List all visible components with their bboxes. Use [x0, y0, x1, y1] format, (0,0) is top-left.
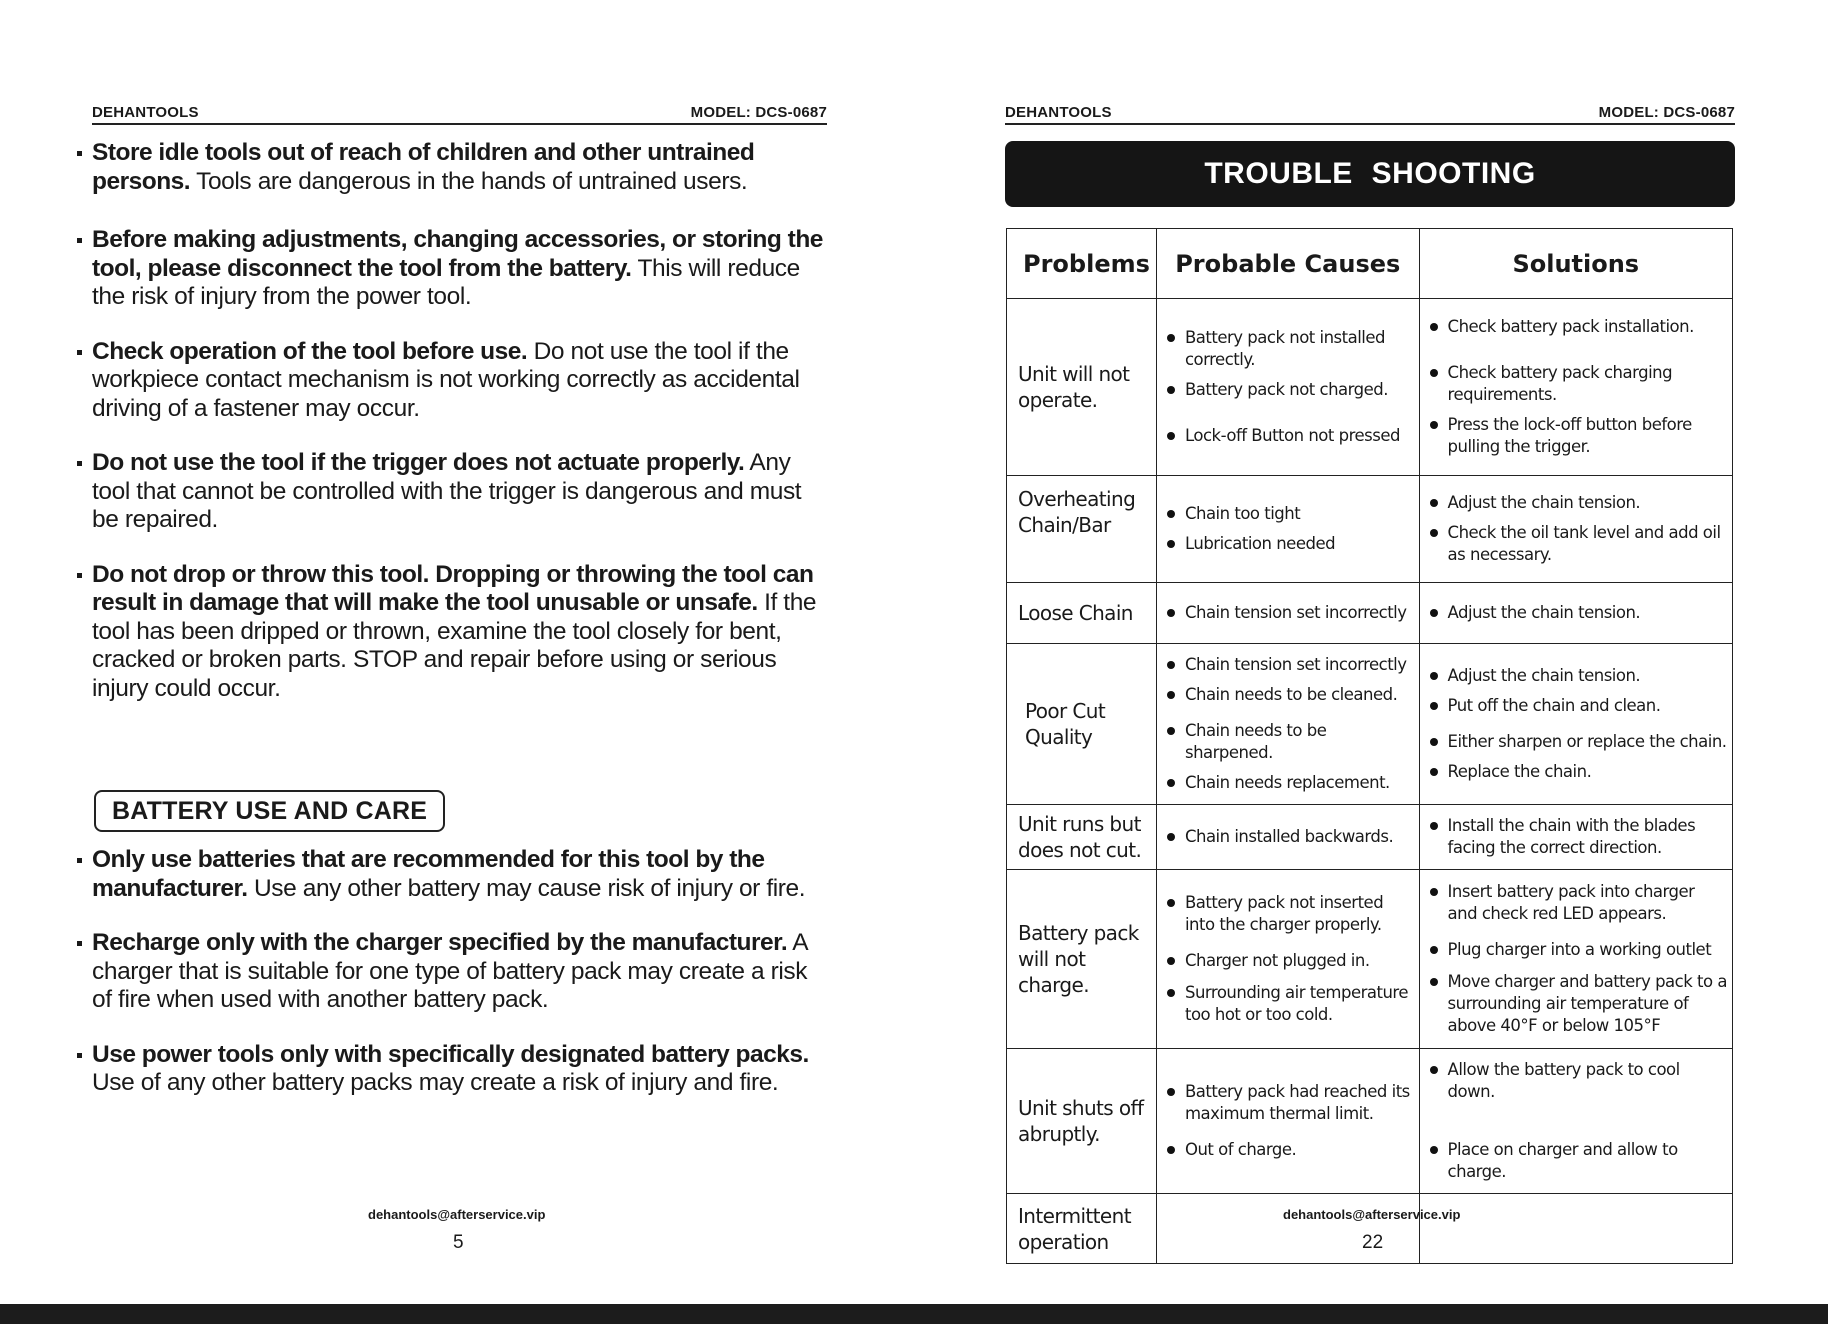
list-item: Put off the chain and clean.	[1428, 695, 1728, 717]
page-header	[92, 104, 827, 125]
footer-email: dehantools@afterservice.vip	[1283, 1207, 1461, 1222]
battery-section	[92, 790, 827, 1124]
problem-cell: Intermittent operation	[1007, 1194, 1157, 1264]
right-page	[1005, 104, 1735, 1264]
list-item: Either sharpen or replace the chain.	[1428, 731, 1728, 753]
list-item: Check battery pack charging requirements.	[1428, 362, 1728, 406]
troubleshooting-table	[1006, 228, 1733, 1264]
list-item: Adjust the chain tension.	[1428, 665, 1728, 687]
list-item: Adjust the chain tension.	[1428, 492, 1728, 514]
list-item: Do not use the tool if the trigger does not actuate properly. Any tool that cannot be controlled with the trigger is dangerous and must be repaired.	[92, 449, 827, 535]
problem-cell: Loose Chain	[1007, 583, 1157, 644]
column-header: Solutions	[1419, 229, 1732, 299]
model-number: MODEL: DCS-0687	[690, 104, 827, 121]
list-item: Chain needs to be sharpened.	[1165, 720, 1415, 764]
solutions-cell	[1419, 583, 1732, 644]
table-row	[1007, 583, 1733, 644]
solutions-cell	[1419, 1049, 1732, 1194]
section-title: BATTERY USE AND CARE	[94, 790, 445, 832]
list-item: Out of charge.	[1165, 1139, 1415, 1161]
square-bullet-icon	[77, 238, 82, 243]
list-item: Store idle tools out of reach of children and other untrained persons. Tools are dangerous in the hands of untrained users.	[92, 139, 827, 196]
causes-cell	[1156, 1049, 1419, 1194]
list-item: Install the chain with the blades facing the correct direction.	[1428, 815, 1728, 859]
list-item: Check the oil tank level and add oil as necessary.	[1428, 522, 1728, 566]
table-row	[1007, 299, 1733, 476]
solutions-cell	[1419, 299, 1732, 476]
list-item: Battery pack had reached its maximum thermal limit.	[1165, 1081, 1415, 1125]
list-item: Do not drop or throw this tool. Dropping or throwing the tool can result in damage that will make the tool unusable or unsafe. If the tool has been dripped or thrown, examine the tool closely for bent, cracked or broken parts. STOP and repair before using or serious injury could occur.	[92, 561, 827, 704]
list-item: Chain needs replacement.	[1165, 772, 1415, 794]
table-row	[1007, 870, 1733, 1049]
left-page	[92, 104, 827, 1096]
problem-cell: Overheating Chain/Bar	[1007, 476, 1157, 583]
list-item: Press the lock-off button before pulling the trigger.	[1428, 414, 1728, 458]
column-header: Probable Causes	[1156, 229, 1419, 299]
list-item: Place on charger and allow to charge.	[1428, 1139, 1728, 1183]
list-item: Plug charger into a working outlet	[1428, 939, 1728, 961]
list-item: Lubrication needed	[1165, 533, 1415, 555]
causes-cell	[1156, 583, 1419, 644]
page-number: 22	[1362, 1232, 1384, 1253]
list-item: Chain too tight	[1165, 503, 1415, 525]
footer-email: dehantools@afterservice.vip	[368, 1207, 546, 1222]
list-item: Insert battery pack into charger and check red LED appears.	[1428, 881, 1728, 925]
page-title-banner: TROUBLE SHOOTING	[1005, 141, 1735, 207]
square-bullet-icon	[77, 1053, 82, 1058]
battery-list	[92, 846, 827, 1098]
brand-name: DEHANTOOLS	[1005, 104, 1112, 121]
causes-cell	[1156, 805, 1419, 870]
square-bullet-icon	[77, 350, 82, 355]
safety-list	[92, 139, 827, 703]
list-item: Chain tension set incorrectly	[1165, 602, 1415, 624]
problem-cell: Unit shuts off abruptly.	[1007, 1049, 1157, 1194]
column-header: Problems	[1007, 229, 1157, 299]
list-item: Check battery pack installation.	[1428, 316, 1728, 338]
list-item: Chain needs to be cleaned.	[1165, 684, 1415, 706]
list-item: Allow the battery pack to cool down.	[1428, 1059, 1728, 1103]
problem-cell: Battery pack will not charge.	[1007, 870, 1157, 1049]
list-item: Chain installed backwards.	[1165, 826, 1415, 848]
list-item: Recharge only with the charger specified by the manufacturer. A charger that is suitable for one type of battery pack may create a risk of fire when used with another battery pack.	[92, 929, 827, 1015]
table-row	[1007, 476, 1733, 583]
square-bullet-icon	[77, 573, 82, 578]
model-number: MODEL: DCS-0687	[1598, 104, 1735, 121]
square-bullet-icon	[77, 461, 82, 466]
causes-cell	[1156, 870, 1419, 1049]
list-item: Charger not plugged in.	[1165, 950, 1415, 972]
causes-cell	[1156, 476, 1419, 583]
list-item: Battery pack not installed correctly.	[1165, 327, 1415, 371]
list-item: Use power tools only with specifically designated battery packs. Use of any other battery packs may create a risk of injury and fire.	[92, 1041, 827, 1098]
causes-cell	[1156, 644, 1419, 805]
list-item: Surrounding air temperature too hot or too cold.	[1165, 982, 1415, 1026]
page-number: 5	[453, 1232, 464, 1253]
solutions-cell	[1419, 644, 1732, 805]
list-item: Lock-off Button not pressed	[1165, 425, 1415, 447]
problem-cell: Poor Cut Quality	[1007, 644, 1157, 805]
solutions-cell	[1419, 476, 1732, 583]
problem-cell: Unit runs but does not cut.	[1007, 805, 1157, 870]
list-item: Chain tension set incorrectly	[1165, 654, 1415, 676]
list-item: Only use batteries that are recommended for this tool by the manufacturer. Use any other battery may cause risk of injury or fire.	[92, 846, 827, 903]
list-item: Battery pack not inserted into the charger properly.	[1165, 892, 1415, 936]
list-item: Adjust the chain tension.	[1428, 602, 1728, 624]
brand-name: DEHANTOOLS	[92, 104, 199, 121]
page-header	[1005, 104, 1735, 125]
list-item: Check operation of the tool before use. Do not use the tool if the workpiece contact mechanism is not working correctly as accidental driving of a fastener may occur.	[92, 338, 827, 424]
table-row	[1007, 1049, 1733, 1194]
scan-edge	[0, 1304, 1828, 1324]
list-item: Move charger and battery pack to a surrounding air temperature of above 40°F or below 105°F	[1428, 971, 1728, 1037]
solutions-cell	[1419, 870, 1732, 1049]
solutions-cell	[1419, 1194, 1732, 1264]
table-row	[1007, 805, 1733, 870]
table-row	[1007, 644, 1733, 805]
solutions-cell	[1419, 805, 1732, 870]
list-item: Before making adjustments, changing accessories, or storing the tool, please disconnect the tool from the battery. This will reduce the risk of injury from the power tool.	[92, 226, 827, 312]
square-bullet-icon	[77, 941, 82, 946]
causes-cell	[1156, 299, 1419, 476]
table-header-row	[1007, 229, 1733, 299]
square-bullet-icon	[77, 858, 82, 863]
square-bullet-icon	[77, 151, 82, 156]
list-item: Replace the chain.	[1428, 761, 1728, 783]
list-item: Battery pack not charged.	[1165, 379, 1415, 401]
problem-cell: Unit will not operate.	[1007, 299, 1157, 476]
